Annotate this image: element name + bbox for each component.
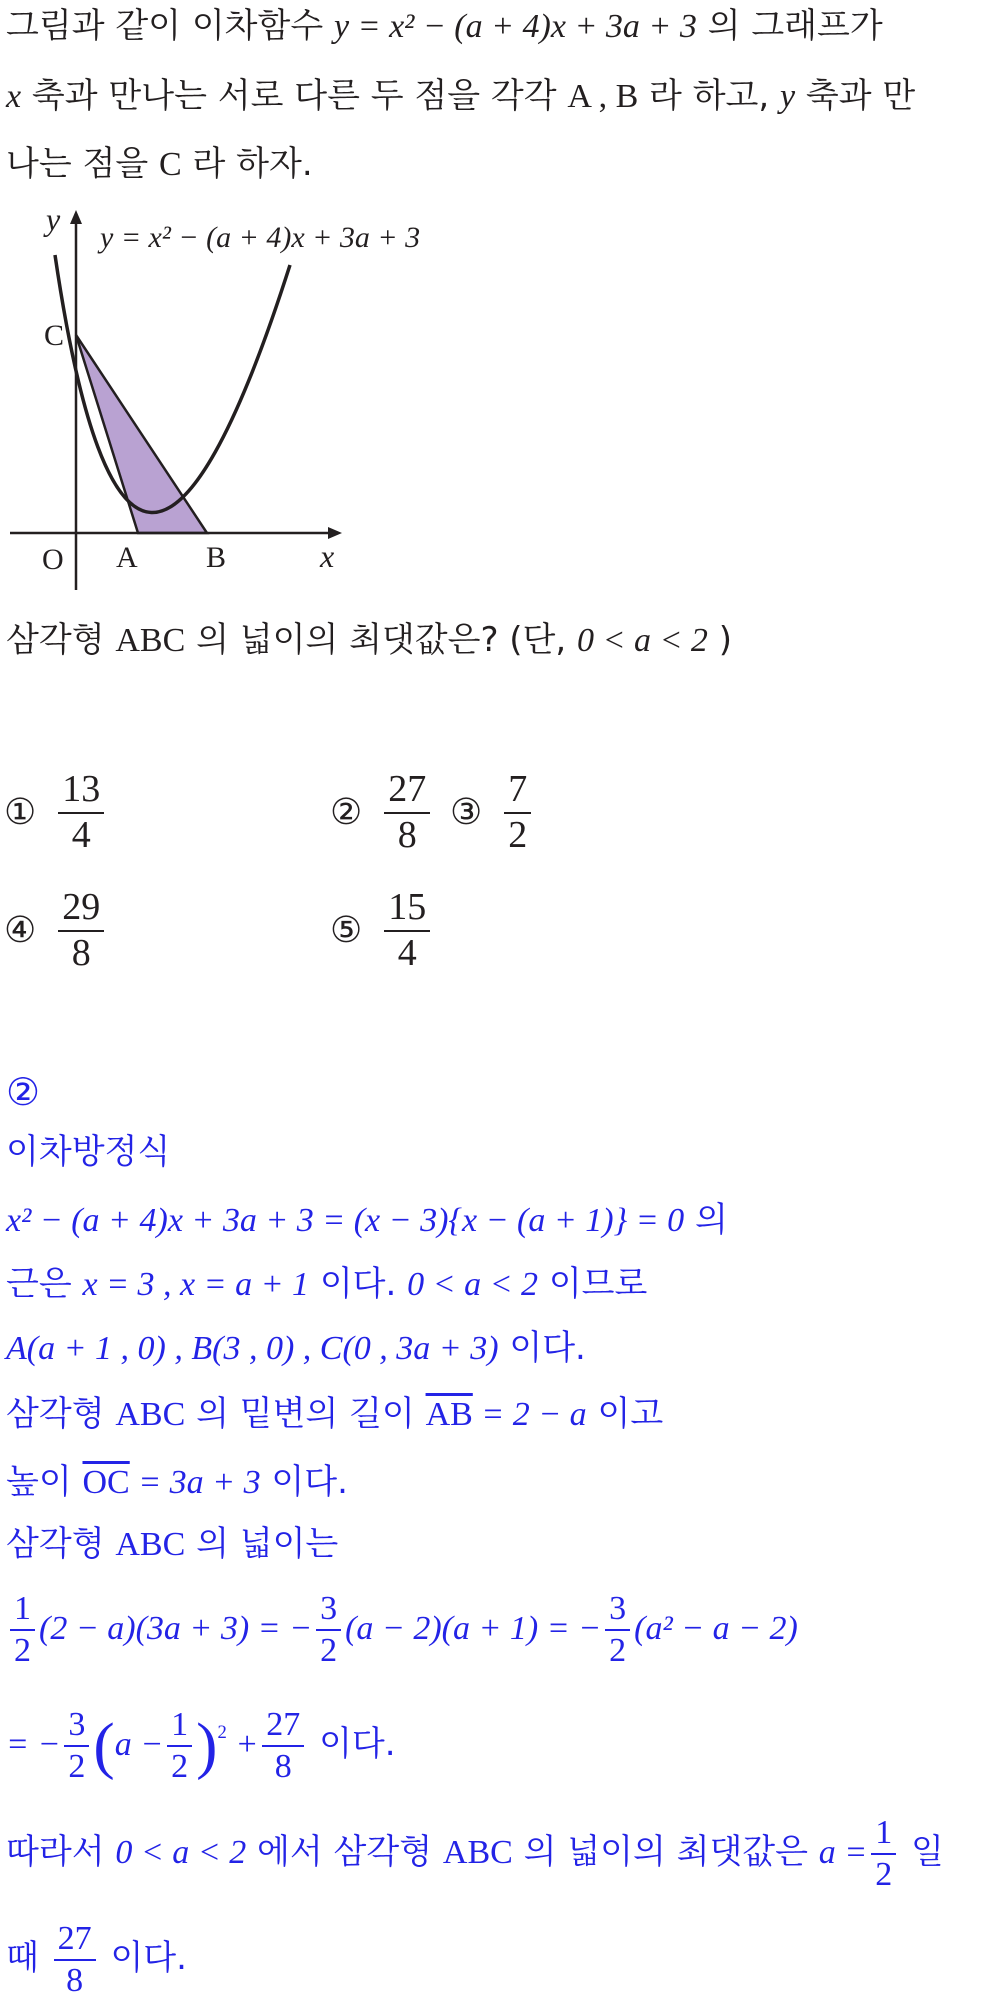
point-c-label: C [159, 146, 182, 183]
solution-calc-2 [6, 1704, 396, 1785]
question-text: 삼각형 [6, 620, 116, 660]
problem-text: 라 하고, [638, 76, 781, 116]
choice-fraction: $\frac{7}{2}$ [504, 770, 531, 856]
fraction-1-2: $\frac{1}{2}$ [871, 1815, 896, 1892]
solution-text: 때 [6, 1938, 50, 1978]
roots: x = 3 , x = a + 1 [82, 1266, 310, 1303]
problem-text: 의 그래프가 [696, 6, 883, 46]
choice-mark: ③ [450, 792, 483, 834]
solution-text: 삼각형 [6, 1394, 116, 1434]
problem-text: 축과 만 [795, 76, 916, 116]
question-text: 의 넓이의 최댓값은? (단, [185, 620, 578, 660]
paren-open: ( [93, 1709, 115, 1781]
solution-text: 근은 [6, 1264, 83, 1304]
base-length: = 2 − a [472, 1396, 587, 1433]
solution-roots [6, 1262, 647, 1307]
solution-text: 에서 삼각형 [246, 1832, 443, 1872]
solution-text: 삼각형 [6, 1524, 116, 1564]
choice-mark: ① [4, 792, 37, 834]
solution-text: 이다. [309, 1264, 408, 1304]
point-c-marker: C [44, 319, 65, 352]
point-a-label: A [567, 78, 591, 115]
fraction-27-8: $\frac{27}{8}$ [262, 1707, 304, 1784]
solution-points [6, 1326, 586, 1371]
choice-1[interactable] [4, 770, 108, 856]
comma: , [590, 78, 616, 115]
solution-text: 이므로 [538, 1264, 648, 1304]
y-axis-label: y [46, 201, 61, 237]
y-axis-arrow [70, 210, 82, 224]
choice-fraction: $\frac{13}{4}$ [58, 770, 104, 856]
solution-text: 이다. [308, 1724, 396, 1764]
choice-mark: ② [330, 792, 363, 834]
graph-formula-label: y = x² − (a + 4)x + 3a + 3 [100, 221, 421, 254]
problem-line-2 [6, 74, 915, 119]
solution-base [6, 1392, 663, 1437]
problem-line-3 [6, 142, 313, 187]
solution-text: 높이 [6, 1462, 83, 1502]
fraction-3-2: $\frac{3}{2}$ [64, 1707, 89, 1784]
solution-calc-1 [6, 1588, 798, 1669]
solution-text: 일 [900, 1832, 944, 1872]
calc-step: (2 − a)(3a + 3) = − [39, 1610, 313, 1647]
paren-close: ) [196, 1709, 218, 1781]
choice-3[interactable] [450, 770, 535, 856]
x-axis-label: x [320, 538, 335, 574]
answer-mark: ② [6, 1070, 41, 1114]
choice-2[interactable] [330, 770, 434, 856]
parabola-graph [0, 195, 421, 595]
problem-text: 라 하자. [181, 144, 313, 184]
problem-text: 축과 만나는 서로 다른 두 점을 각각 [21, 76, 568, 116]
point-a-marker: A [116, 541, 138, 574]
problem-line-1 [6, 4, 883, 49]
factored-equation: x² − (a + 4)x + 3a + 3 = (x − 3){x − (a + 1)} = 0 [6, 1202, 685, 1239]
origin-label: O [42, 543, 64, 576]
calc-step: (a − 2)(a + 1) = − [345, 1610, 602, 1647]
x-var: x [6, 78, 22, 115]
choice-fraction: $\frac{27}{8}$ [384, 770, 430, 856]
choice-5[interactable] [330, 888, 434, 974]
choice-4[interactable] [4, 888, 108, 974]
triangle-name: ABC [115, 1526, 186, 1563]
segment-ab: $\overline{AB}$ [425, 1396, 473, 1433]
problem-text: 나는 점을 [6, 144, 159, 184]
calc-step: + [226, 1726, 259, 1763]
fraction-3-2: $\frac{3}{2}$ [605, 1591, 630, 1668]
solution-text: 이고 [586, 1394, 664, 1434]
solution-text: 의 [684, 1200, 728, 1240]
triangle-name: ABC [115, 1396, 186, 1433]
point-b-marker: B [206, 541, 227, 574]
solution-text: 이다. [99, 1938, 187, 1978]
question-line [6, 618, 732, 663]
fraction-3-2: $\frac{3}{2}$ [316, 1591, 341, 1668]
solution-heading: 이차방정식 [6, 1132, 171, 1172]
calc-step: = − [6, 1726, 61, 1763]
solution-conclusion [6, 1812, 944, 1893]
choice-fraction: $\frac{15}{4}$ [384, 888, 430, 974]
condition: 0 < a < 2 [407, 1266, 539, 1303]
choice-fraction: $\frac{29}{8}$ [58, 888, 104, 974]
solution-area-intro [6, 1522, 338, 1567]
choice-mark: ④ [4, 910, 37, 952]
triangle-name: ABC [442, 1834, 513, 1871]
solution-text: 의 넓이의 최댓값은 [512, 1832, 819, 1872]
fraction-1-2: $\frac{1}{2}$ [167, 1707, 192, 1784]
calc-step: (a² − a − 2) [634, 1610, 798, 1647]
question-text: ) [707, 620, 732, 660]
fraction-27-8: $\frac{27}{8}$ [54, 1921, 96, 1998]
segment-oc: $\overline{OC}$ [82, 1464, 130, 1501]
height-length: = 3a + 3 [129, 1464, 261, 1501]
square-exponent: 2 [217, 1722, 227, 1744]
a-equals: a = [818, 1834, 868, 1871]
calc-step: a − [114, 1726, 164, 1763]
y-var: y [780, 78, 796, 115]
condition: 0 < a < 2 [577, 622, 708, 659]
solution-text: 의 밑변의 길이 [185, 1394, 426, 1434]
point-b-label: B [615, 78, 639, 115]
choice-mark: ⑤ [330, 910, 363, 952]
solution-text: 따라서 [6, 1832, 116, 1872]
solution-text: 의 넓이는 [185, 1524, 339, 1564]
solution-eq1 [6, 1198, 728, 1243]
triangle-abc-fill [76, 335, 207, 533]
solution-text: 이다. [498, 1328, 586, 1368]
solution-text: 이다. [260, 1462, 348, 1502]
fraction-1-2: $\frac{1}{2}$ [10, 1591, 35, 1668]
condition: 0 < a < 2 [115, 1834, 247, 1871]
problem-text: 그림과 같이 이차함수 [6, 6, 335, 46]
triangle-name: ABC [115, 622, 186, 659]
solution-final [6, 1918, 187, 1998]
point-coords: A(a + 1 , 0) , B(3 , 0) , C(0 , 3a + 3) [6, 1330, 499, 1367]
problem-formula: y = x² − (a + 4)x + 3a + 3 [334, 8, 697, 45]
solution-height [6, 1460, 348, 1505]
